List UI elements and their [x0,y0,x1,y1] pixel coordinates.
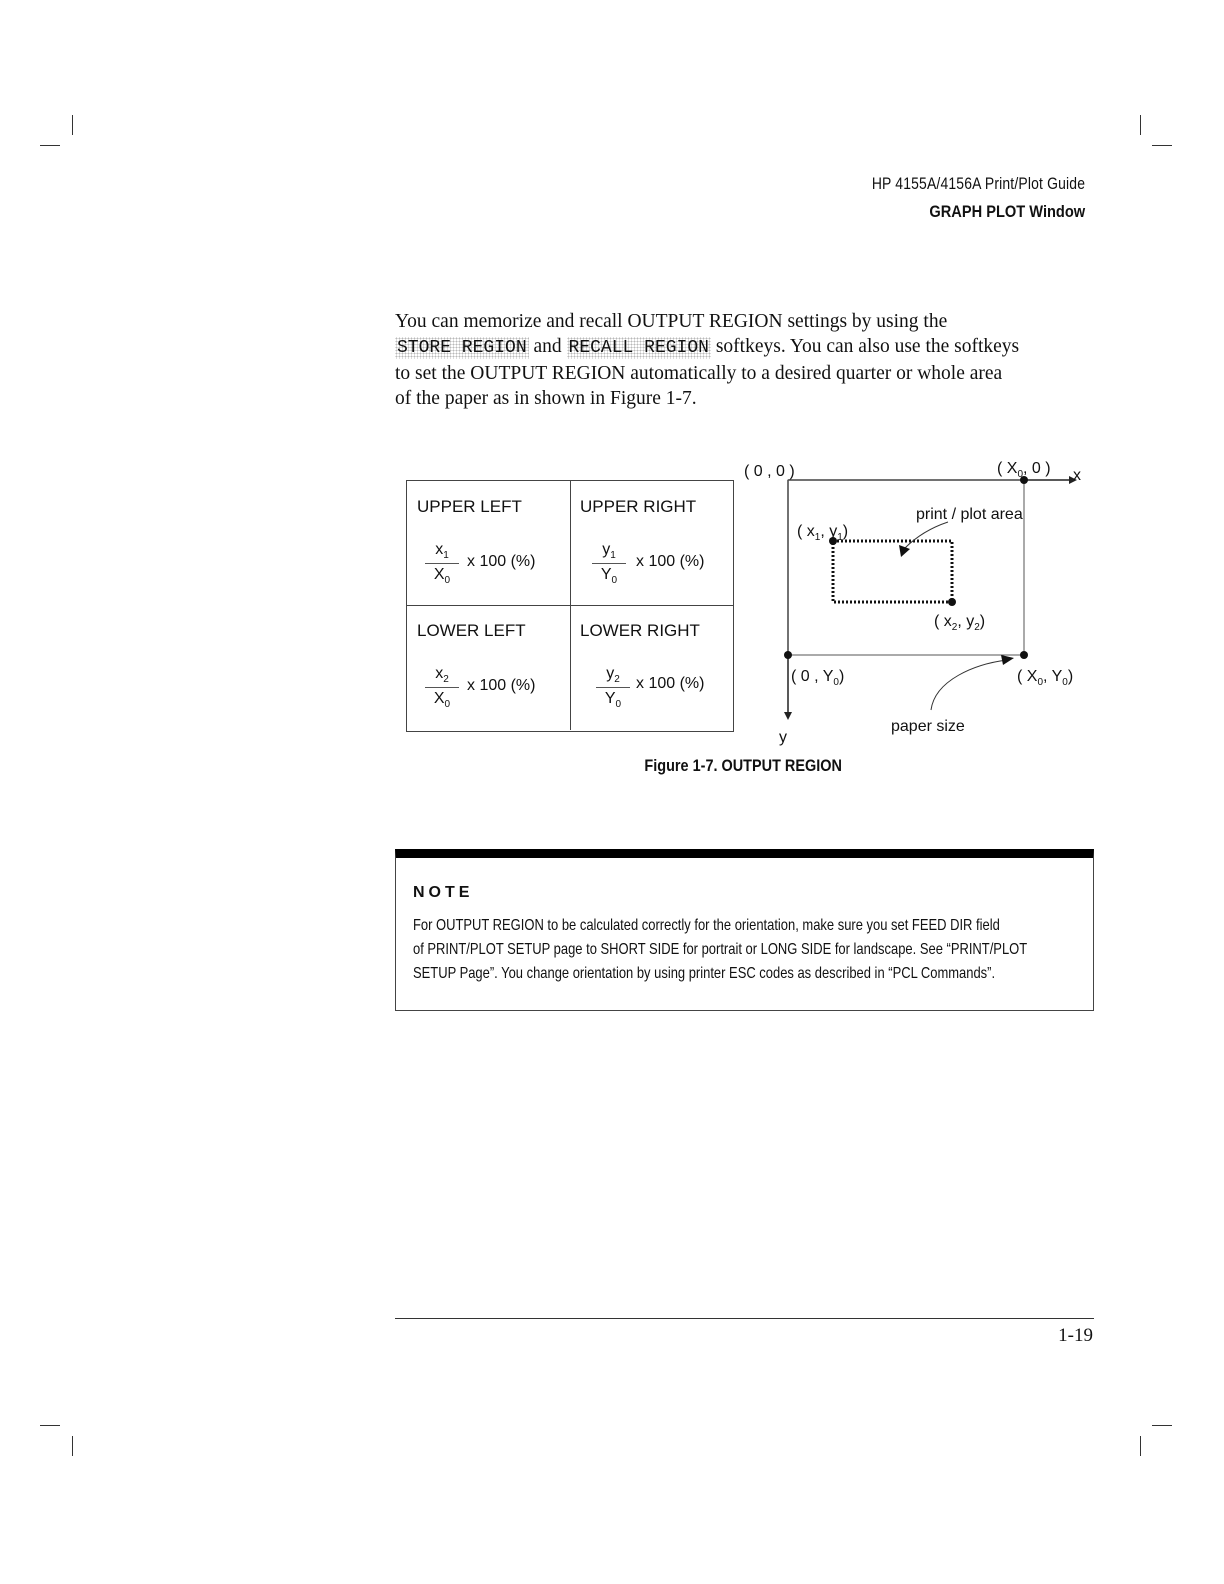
denominator-sub: 0 [444,699,451,711]
denominator-sub: 0 [444,575,451,587]
paper-size-leader [931,660,1007,710]
corner-dot [784,651,792,659]
note-line: of PRINT/PLOT SETUP page to SHORT SIDE for portrait or LONG SIDE for landscape. See “PRINT/PLOT [413,941,1028,958]
denominator [425,688,459,710]
numerator [425,541,459,564]
paper-size-arrow-icon [1001,655,1014,665]
numerator [592,541,626,564]
recall-region-softkey: RECALL REGION [568,338,709,358]
store-region-softkey: STORE REGION [397,338,527,358]
denominator-var: Y [600,566,612,584]
x-axis-label: x [1073,467,1081,484]
bottom-right-label: ( $X_0$, $Y_0$) [1017,668,1074,688]
running-header-title: HP 4155A/4156A Print/Plot Guide [871,174,1085,193]
note-title: NOTE [413,884,474,901]
page-number: 1-19 [1058,1325,1093,1346]
plot-area-arrow-icon [899,545,910,557]
plot-area-rectangle [833,541,952,602]
running-header-section: GRAPH PLOT Window [929,202,1085,221]
fraction [425,541,459,586]
denominator-var: X [433,690,445,708]
numerator [425,665,459,688]
multiplier: x 100 (%) [636,675,705,692]
cell-title: LOWER RIGHT [580,621,700,640]
numerator-var: x [435,665,444,682]
denominator [596,688,630,710]
note-line: SETUP Page”. You change orientation by using printer ESC codes as described in “PCL Commands”. [413,965,996,982]
plot-area-label: print / plot area [916,506,1023,523]
multiplier: x 100 (%) [636,553,705,570]
paper-size-label: paper size [891,718,965,735]
paragraph-text: and [528,336,567,357]
output-region-table [406,480,734,732]
y-axis-label: y [779,729,787,746]
plot-area-leader [905,522,948,548]
point1-label: ( $x_1$, $y_1$) [797,523,849,543]
denominator [425,564,459,586]
crop-mark [72,1436,73,1456]
crop-mark [1140,1436,1141,1456]
cell-lower-right [570,605,733,730]
top-right-label: ( $X_0$, 0 ) [997,460,1051,480]
crop-mark [40,145,60,146]
paragraph-line: to set the OUTPUT REGION automatically to a desired quarter or whole area [395,363,1003,384]
cell-title: UPPER RIGHT [580,497,697,516]
y-axis-arrow-icon [784,712,792,720]
numerator [596,665,630,688]
note-box [395,849,1094,1011]
paragraph-text: softkeys. You can also use the softkeys [710,336,1020,357]
cell-title: LOWER LEFT [417,621,526,640]
note-line: For OUTPUT REGION to be calculated correctly for the orientation, make sure you set FEED DIR field [413,917,1000,934]
denominator [592,564,626,586]
crop-mark [1152,1425,1172,1426]
denominator-var: Y [604,690,616,708]
multiplier: x 100 (%) [467,677,536,694]
crop-mark [1152,145,1172,146]
crop-mark [1140,115,1141,135]
denominator-sub: 0 [611,575,618,587]
footer-rule [395,1318,1094,1319]
crop-mark [72,115,73,135]
fraction [592,541,626,586]
denominator-sub: 0 [615,699,622,711]
figure-caption-text: Figure 1-7. OUTPUT REGION [644,756,842,775]
paragraph-line: of the paper as in shown in Figure 1-7. [395,388,697,409]
paragraph-line: You can memorize and recall OUTPUT REGION settings by using the [395,311,948,332]
crop-mark [40,1425,60,1426]
numerator-sub: 1 [610,550,616,562]
cell-upper-right [570,481,733,606]
corner-dot [1020,651,1028,659]
point2-label: ( $x_2$, $y_2$) [934,613,986,633]
origin-label: ( 0 , 0 ) [744,463,795,480]
body-paragraph [395,309,1100,411]
fraction [596,665,630,710]
numerator-sub: 1 [443,550,449,562]
cell-lower-left [407,605,571,730]
point-dot [948,598,956,606]
numerator-var: x [435,541,444,558]
numerator-sub: 2 [443,674,449,686]
numerator-var: y [606,665,615,682]
paper-coordinate-diagram [735,452,1095,752]
note-body [413,914,1085,986]
figure-caption [0,756,1224,776]
fraction [425,665,459,710]
numerator-var: y [602,541,611,558]
denominator-var: X [433,566,445,584]
cell-title: UPPER LEFT [417,497,522,516]
numerator-sub: 2 [614,674,620,686]
cell-upper-left [407,481,571,606]
bottom-left-label: ( 0 , $Y_0$) [791,668,845,688]
multiplier: x 100 (%) [467,553,536,570]
